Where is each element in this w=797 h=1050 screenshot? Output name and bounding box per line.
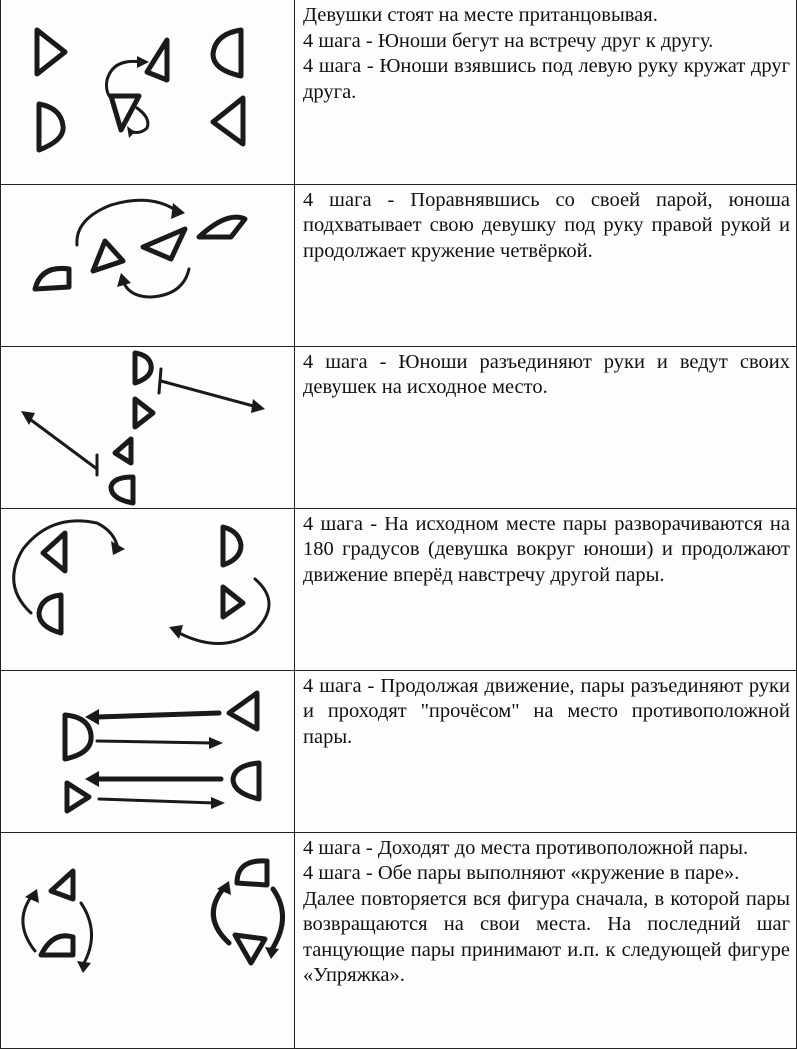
girl-half-circle-icon	[213, 30, 241, 76]
arrow-icon	[99, 799, 215, 803]
girl-half-circle-icon	[199, 217, 245, 237]
arrow-icon	[133, 108, 148, 133]
table-row	[1, 508, 797, 670]
arrow-tail	[159, 369, 161, 393]
figure-4-text	[295, 508, 797, 670]
table-row	[1, 670, 797, 832]
arrow-icon	[81, 903, 92, 965]
boy-triangle-icon	[235, 935, 265, 963]
figure-3-sketch	[1, 347, 294, 507]
arrow-icon	[107, 61, 142, 98]
girl-half-circle-icon	[237, 860, 267, 884]
step-line: 4 шага - Юноши бегут на встречу друг к другу.	[303, 29, 714, 52]
boy-triangle-icon	[43, 533, 65, 571]
arrow-icon	[23, 897, 35, 951]
arrowhead-icon	[85, 771, 99, 787]
figure-1-diagram	[1, 0, 295, 184]
figure-4-diagram	[1, 508, 295, 670]
step-line: 4 шага - Обе пары выполняют «кружение в паре».	[303, 862, 740, 884]
figure-1-sketch	[1, 0, 294, 182]
girl-half-circle-icon	[39, 104, 63, 150]
boy-triangle-icon	[213, 98, 243, 144]
arrow-icon	[271, 889, 283, 951]
arrowhead-icon	[251, 399, 265, 413]
figure-3-text	[295, 346, 797, 508]
boy-triangle-icon	[115, 439, 131, 463]
arrow-icon	[97, 713, 219, 717]
arrowhead-icon	[209, 737, 223, 749]
figure-4-sketch	[1, 509, 294, 669]
step-line: 4 шага - На исходном месте пары разворачиваются на 180 градусов (девушка вокруг юноши) и продолжают движение вперёд навстречу другой пары.	[303, 512, 790, 586]
girl-half-circle-icon	[41, 935, 73, 954]
girl-half-circle-icon	[111, 477, 133, 503]
arrow-icon	[123, 269, 189, 297]
arrowhead-icon	[171, 203, 185, 219]
step-line: 4 шага - Доходят до места противоположной пары.	[303, 836, 749, 859]
figure-6-diagram	[1, 832, 295, 1048]
step-line: 4 шага - Юноши взявшись под левую руку кружат друг друга.	[303, 55, 790, 103]
figure-1-text	[295, 0, 797, 184]
arrowhead-icon	[169, 625, 183, 639]
table-row	[1, 832, 797, 1048]
arrow-icon	[97, 741, 213, 743]
girl-half-circle-icon	[233, 763, 259, 799]
step-line: 4 шага - Поравнявшись со своей парой, юноша подхватывает свою девушку под руку правой рукой и продолжает кружение четвёркой.	[303, 188, 790, 262]
arrowhead-icon	[137, 56, 149, 68]
girl-half-circle-icon	[223, 527, 241, 565]
table-row	[1, 346, 797, 508]
boy-triangle-icon	[229, 693, 257, 729]
arrow-icon	[27, 417, 97, 469]
step-line: Далее повторяется вся фигура сначала, в которой пары возвращаются на свои места. На последний шаг танцующие пары принимают и.п. к следующей фигуре «Упряжка».	[303, 887, 790, 986]
girl-half-circle-icon	[39, 595, 61, 633]
figure-2-diagram	[1, 184, 295, 346]
arrowhead-icon	[117, 273, 131, 287]
step-line: Девушки стоят на месте пританцовывая.	[303, 4, 658, 26]
step-line: 4 шага - Юноши разъединяют руки и ведут своих девушек на исходное место.	[303, 350, 790, 398]
boy-triangle-icon	[111, 96, 139, 130]
boy-triangle-icon	[67, 783, 89, 811]
figure-5-sketch	[1, 671, 294, 831]
boy-triangle-icon	[147, 40, 167, 80]
girl-half-circle-icon	[65, 715, 91, 759]
boy-triangle-icon	[51, 871, 73, 899]
figure-5-diagram	[1, 670, 295, 832]
arrowhead-icon	[265, 947, 279, 959]
boy-triangle-icon	[223, 587, 243, 617]
boy-triangle-icon	[143, 229, 185, 259]
figure-3-diagram	[1, 346, 295, 508]
table-row	[1, 0, 797, 184]
boy-triangle-icon	[135, 399, 153, 427]
arrowhead-icon	[111, 541, 125, 555]
figure-6-sketch	[1, 833, 294, 1047]
figure-2-sketch	[1, 185, 294, 345]
step-line: 4 шага - Продолжая движение, пары разъединяют руки и проходят "прочёсом" на место противоположной пары.	[303, 674, 790, 748]
arrow-icon	[161, 381, 257, 407]
figure-5-text	[295, 670, 797, 832]
arrowhead-icon	[77, 961, 91, 973]
table-row	[1, 184, 797, 346]
girl-half-circle-icon	[35, 268, 69, 289]
arrowhead-icon	[211, 797, 225, 809]
girl-half-circle-icon	[135, 353, 151, 383]
arrow-icon	[213, 889, 229, 943]
arrowhead-icon	[127, 126, 135, 138]
boy-triangle-icon	[93, 241, 123, 271]
figure-6-text	[295, 832, 797, 1048]
boy-triangle-icon	[37, 30, 65, 74]
figure-2-text	[295, 184, 797, 346]
